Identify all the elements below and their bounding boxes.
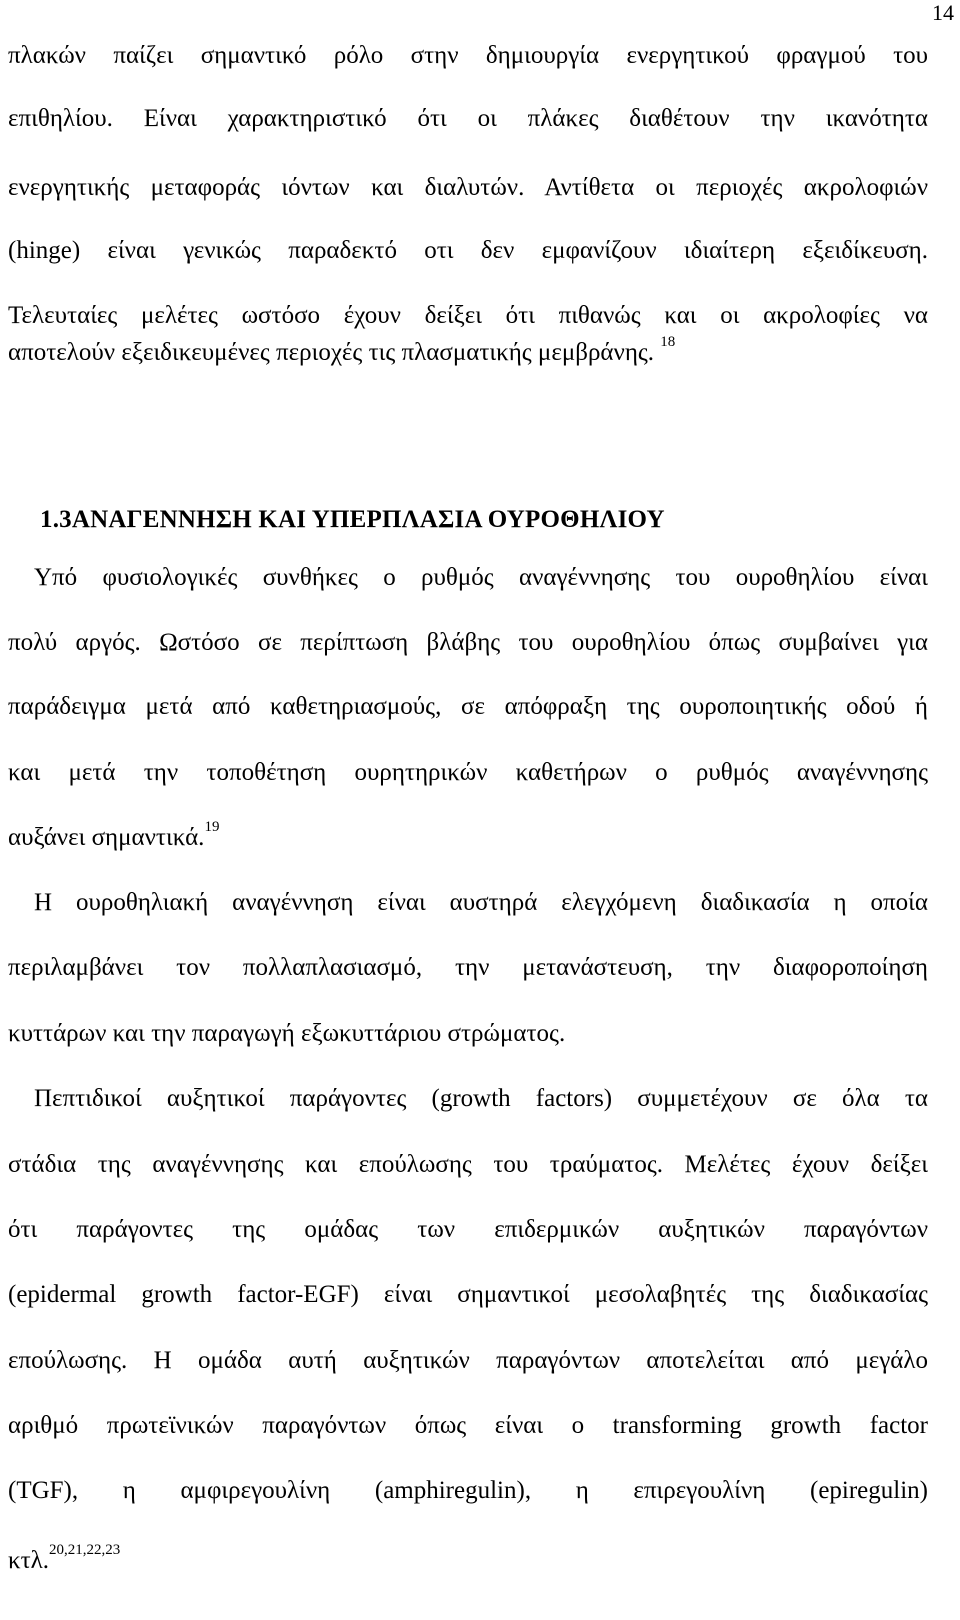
body-line	[8, 819, 928, 853]
body-line: επούλωσης. Η ομάδα αυτή αυξητικών παραγόντων αποτελείται από μεγάλο	[8, 1347, 928, 1374]
body-line: αριθμό πρωτεϊνικών παραγόντων όπως είναι ο transforming growth factor	[8, 1412, 928, 1439]
body-line: Πεπτιδικοί αυξητικοί παράγοντες (growth factors) συμμετέχουν σε όλα τα	[34, 1085, 928, 1112]
body-line: (TGF), η αμφιρεγουλίνη (amphiregulin), η επιρεγουλίνη (epiregulin)	[8, 1477, 928, 1504]
body-line	[8, 334, 928, 368]
body-line: επιθηλίου. Είναι χαρακτηριστικό ότι οι πλάκες διαθέτουν την ικανότητα	[8, 105, 928, 132]
body-line: και μετά την τοποθέτηση ουρητηρικών καθετήρων ο ρυθμός αναγέννησης	[8, 759, 928, 786]
reference-superscript: 19	[204, 819, 220, 835]
page-number: 14	[932, 0, 954, 25]
section-heading: 1.3ΑΝΑΓΕΝΝΗΣΗ ΚΑΙ ΥΠΕΡΠΛΑΣΙΑ ΟΥΡΟΘΗΛΙΟΥ	[40, 506, 665, 533]
body-text: κτλ.	[8, 1547, 50, 1574]
body-text: αποτελούν εξειδικευμένες περιοχές τις πλασματικής μεμβράνης.	[8, 339, 655, 366]
body-line: Η ουροθηλιακή αναγέννηση είναι αυστηρά ελεγχόμενη διαδικασία η οποία	[34, 889, 928, 916]
body-line: στάδια της αναγέννησης και επούλωσης του τραύματος. Μελέτες έχουν δείξει	[8, 1151, 928, 1178]
body-line: περιλαμβάνει τον πολλαπλασιασμό, την μετανάστευση, την διαφοροποίηση	[8, 954, 928, 981]
reference-superscript: 20,21,22,23	[49, 1542, 121, 1558]
body-line: κυττάρων και την παραγωγή εξωκυττάριου στρώματος.	[8, 1020, 566, 1047]
body-line: (epidermal growth factor-EGF) είναι σημαντικοί μεσολαβητές της διαδικασίας	[8, 1281, 928, 1308]
body-line: Τελευταίες μελέτες ωστόσο έχουν δείξει ότι πιθανώς και οι ακρολοφίες να	[8, 302, 928, 329]
body-line: (hinge) είναι γενικώς παραδεκτό οτι δεν εμφανίζουν ιδιαίτερη εξειδίκευση.	[8, 237, 928, 264]
reference-superscript: 18	[660, 334, 676, 350]
body-line: πλακών παίζει σημαντικό ρόλο στην δημιουργία ενεργητικού φραγμού του	[8, 42, 928, 69]
body-line: παράδειγμα μετά από καθετηριασμούς, σε απόφραξη της ουροποιητικής οδού ή	[8, 693, 928, 720]
body-line	[8, 1542, 928, 1576]
body-line: ότι παράγοντες της ομάδας των επιδερμικών αυξητικών παραγόντων	[8, 1216, 928, 1243]
body-text: αυξάνει σημαντικά.	[8, 824, 205, 851]
body-line: Υπό φυσιολογικές συνθήκες ο ρυθμός αναγέννησης του ουροθηλίου είναι	[34, 564, 928, 591]
body-line: ενεργητικής μεταφοράς ιόντων και διαλυτών. Αντίθετα οι περιοχές ακρολοφιών	[8, 174, 928, 201]
body-line: πολύ αργός. Ωστόσο σε περίπτωση βλάβης του ουροθηλίου όπως συμβαίνει για	[8, 629, 928, 656]
